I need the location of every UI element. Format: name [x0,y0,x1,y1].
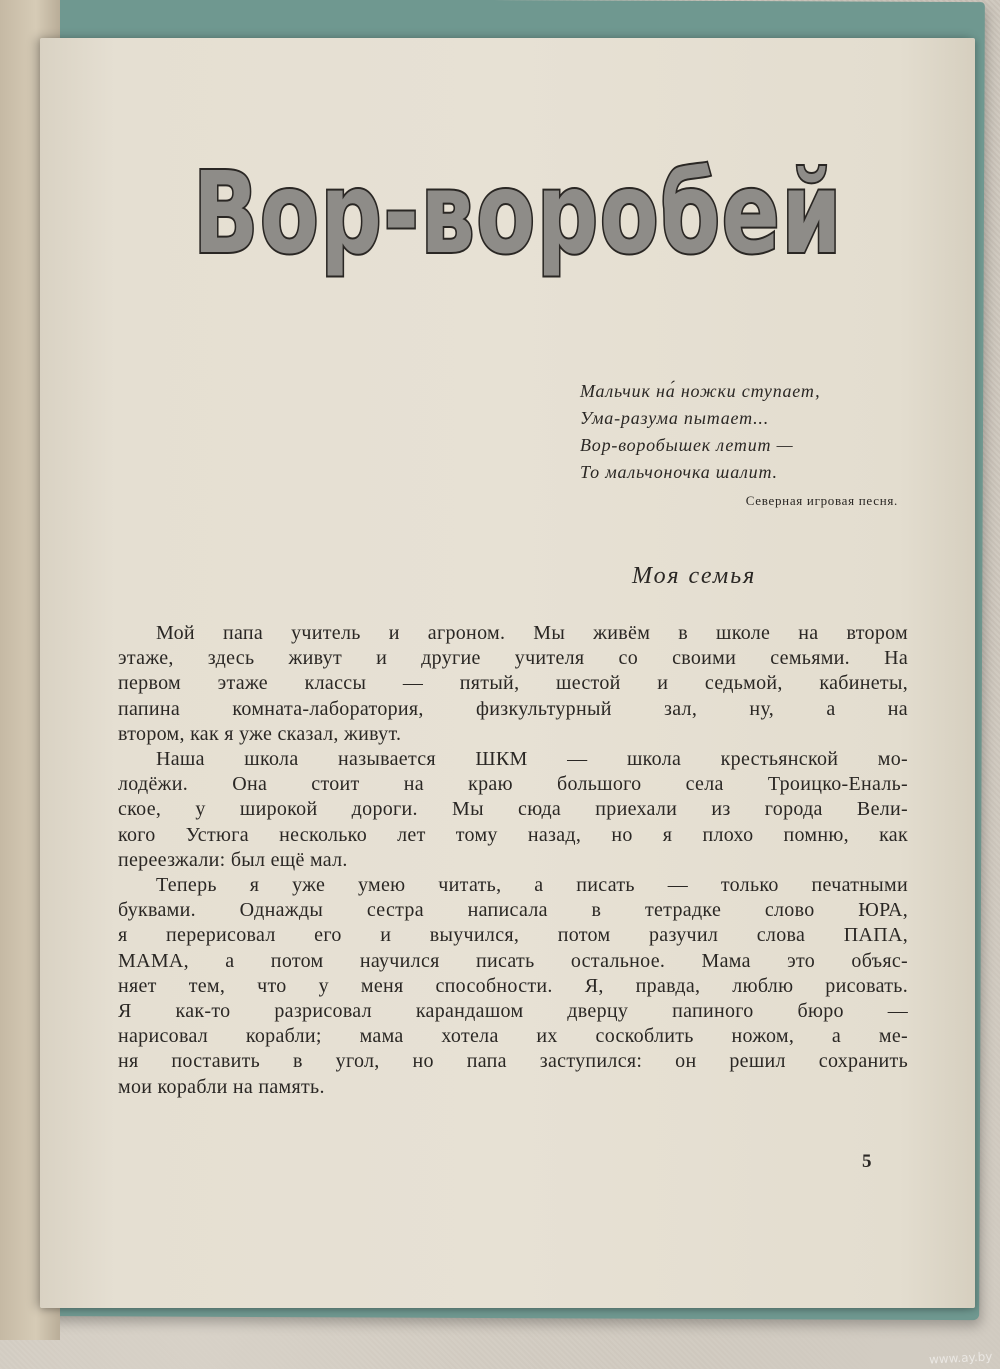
epigraph-line: Вор-воробышек летит — [580,435,794,455]
epigraph-line: Мальчик на́ ножки ступает, [580,381,821,401]
epigraph-line: То мальчоночка шалит. [580,462,778,482]
chapter-title-text: Вор-воробей [193,149,843,279]
text-line: няет тем, что у меня способности. Я, правда, люблю рисовать. [118,974,908,997]
epigraph-source: Северная игровая песня. [745,493,898,508]
text-line: МАМА, а потом научился писать остальное. Мама это объяс- [118,949,908,972]
text-line: кого Устюга несколько лет тому назад, но я плохо помню, как [118,823,908,846]
book-page [40,38,975,1308]
text-line: нарисовал корабли; мама хотела их соскоблить ножом, а ме- [118,1025,908,1048]
text-line: Мой папа учитель и агроном. Мы живём в школе на втором [156,622,908,644]
page-number: 5 [862,1151,872,1172]
chapter-title [178,134,858,284]
epigraph-line: Ума-разума пытает... [580,408,770,428]
text-line: Наша школа называется ШКМ — школа крестьянской мо- [156,748,908,771]
text-line: лодёжи. Она стоит на краю большого села Троицко-Еналь- [118,773,908,796]
text-line: я перерисовал его и выучился, потом разучил слова ПАПА, [118,924,908,947]
text-line: переезжали: был ещё мал. [118,848,348,871]
text-line: буквами. Однажды сестра написала в тетрадке слово ЮРА, [118,899,908,922]
body-text [118,621,908,1100]
text-line: втором, как я уже сказал, живут. [118,722,402,745]
text-line: мои корабли на память. [118,1075,325,1098]
text-line: этаже, здесь живут и другие учителя со своими семьями. На [118,647,908,670]
text-line: папина комната-лаборатория, физкультурный зал, ну, а на [118,697,908,720]
watermark: www.ay.by [928,1349,993,1367]
text-line: первом этаже классы — пятый, шестой и седьмой, кабинеты, [118,672,908,695]
epigraph [580,378,910,486]
text-line: Теперь я уже умею читать, а писать — только печатными [156,874,908,897]
text-line: ское, у широкой дороги. Мы сюда приехали из города Вели- [118,798,908,821]
text-line: ня поставить в угол, но папа заступился: он решил сохранить [118,1050,908,1073]
section-heading: Моя семья [632,563,757,589]
text-line: Я как-то разрисовал карандашом дверцу папиного бюро — [118,1000,908,1023]
